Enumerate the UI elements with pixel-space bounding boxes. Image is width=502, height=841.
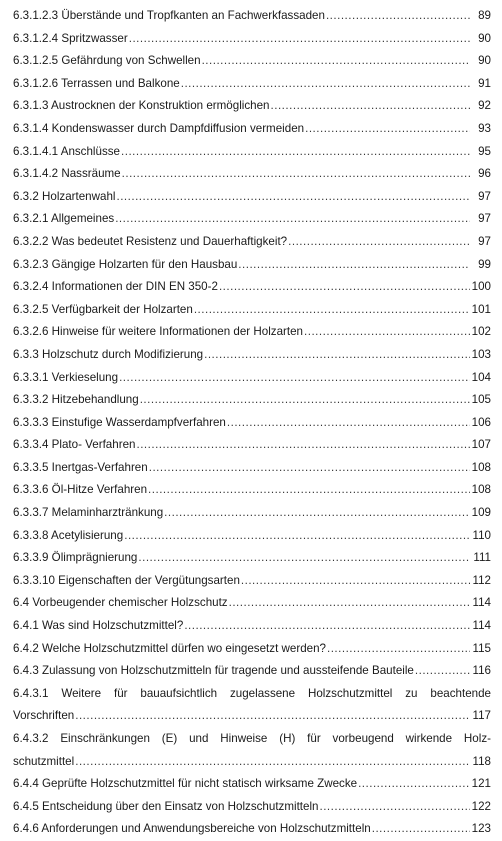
toc-entry-title: 6.3.1.2.5 Gefährdung von Schwellen (13, 54, 201, 68)
toc-entry[interactable] (13, 502, 491, 525)
toc-wrapped-entries (13, 683, 491, 773)
toc-entry-title: 6.3.3.10 Eigenschaften der Vergütungsarten (13, 573, 240, 587)
toc-page-number: 108 (471, 460, 491, 474)
toc-leader-dots (121, 141, 470, 164)
toc-entry[interactable] (13, 547, 491, 570)
toc-page-number: 99 (478, 257, 491, 271)
toc-entry-title: 6.3.2.2 Was bedeutet Resistenz und Dauerhaftigkeit? (13, 234, 288, 248)
toc-leader-dots (241, 570, 470, 593)
toc-leader-dots (181, 73, 470, 96)
toc-entry-title: 6.3.1.4.2 Nassräume (13, 167, 121, 181)
toc-entry-title: 6.3.2.5 Verfügbarkeit der Holzarten (13, 302, 193, 316)
toc-page-number: 106 (471, 415, 491, 429)
toc-entry[interactable] (13, 95, 491, 118)
toc-leader-dots (326, 5, 470, 28)
toc-leader-dots (358, 773, 470, 796)
toc-entry[interactable] (13, 660, 491, 683)
toc-entry-title: 6.3.1.2.4 Spritzwasser (13, 31, 128, 45)
toc-leader-dots (149, 457, 470, 480)
toc-leader-dots (136, 434, 470, 457)
toc-entry[interactable] (13, 50, 491, 73)
toc-page-number: 97 (478, 189, 491, 203)
toc-leader-dots (327, 638, 470, 661)
toc-entry-title: 6.3.3.1 Verkieselung (13, 370, 119, 384)
toc-leader-dots (238, 254, 470, 277)
toc-page-number: 116 (472, 664, 491, 678)
toc-page-number: 103 (471, 347, 491, 361)
toc-page-number: 108 (471, 483, 491, 497)
toc-page-number: 92 (478, 99, 491, 113)
toc-entry[interactable] (13, 570, 491, 593)
toc-page-number: 101 (471, 302, 491, 316)
toc-entry-title: 6.4.3 Zulassung von Holzschutzmitteln für tragende und aussteifende Bauteile (13, 664, 414, 678)
toc-page-number: 97 (478, 212, 491, 226)
toc-page-number: 111 (473, 551, 491, 565)
toc-leader-dots (229, 592, 470, 615)
toc-page-number: 114 (472, 619, 491, 633)
toc-entry[interactable] (13, 118, 491, 141)
toc-page-number: 114 (472, 596, 491, 610)
toc-entry-title-line2: schutzmittel (13, 754, 75, 768)
toc-leader-dots (202, 50, 470, 73)
toc-leader-dots (122, 163, 470, 186)
toc-page-number: 118 (472, 754, 491, 768)
toc-page-number: 122 (471, 799, 491, 813)
toc-entry-title: 6.3.3.4 Plato- Verfahren (13, 438, 136, 452)
toc-entry[interactable] (13, 773, 491, 796)
toc-page-number: 100 (471, 280, 491, 294)
toc-leader-dots (304, 321, 470, 344)
toc-entry-continuation (13, 751, 491, 774)
toc-leader-dots (148, 479, 470, 502)
toc-entry[interactable] (13, 525, 491, 548)
toc-entry[interactable] (13, 344, 491, 367)
toc-page-number: 112 (472, 573, 491, 587)
toc-entry[interactable] (13, 592, 491, 615)
toc-page-number: 117 (472, 709, 491, 723)
toc-page-number: 90 (478, 31, 491, 45)
toc-entry-title: 6.3.3.7 Melaminharztränkung (13, 506, 164, 520)
toc-entry[interactable] (13, 457, 491, 480)
toc-entry-title: 6.3.1.4 Kondenswasser durch Dampfdiffusion vermeiden (13, 121, 305, 135)
toc-entry-wrapped[interactable] (13, 683, 491, 728)
toc-page-number: 89 (478, 9, 491, 22)
toc-entry-title: 6.3.3.8 Acetylisierung (13, 528, 124, 542)
toc-entry[interactable] (13, 479, 491, 502)
toc-entry-title: 6.4.6 Anforderungen und Anwendungsbereiche von Holzschutzmitteln (13, 822, 371, 836)
toc-leader-dots (75, 705, 470, 728)
toc-page-number: 121 (471, 777, 491, 791)
table-of-contents (13, 5, 491, 841)
toc-entry-title: 6.3.2 Holzartenwahl (13, 189, 116, 203)
toc-leader-dots (129, 28, 470, 51)
toc-entry-title: 6.4.1 Was sind Holzschutzmittel? (13, 619, 184, 633)
toc-page-number: 96 (478, 167, 491, 181)
toc-page-number: 110 (472, 528, 491, 542)
toc-entry-title: 6.3.3.5 Inertgas-Verfahren (13, 460, 148, 474)
toc-entry-title: 6.3.1.2.6 Terrassen und Balkone (13, 76, 180, 90)
toc-page-number: 95 (478, 144, 491, 158)
toc-leader-dots (319, 796, 470, 819)
toc-leader-dots (140, 389, 470, 412)
toc-entry-title: 6.3.2.3 Gängige Holzarten für den Hausbau (13, 257, 238, 271)
toc-entry-continuation (13, 705, 491, 728)
toc-page-number: 93 (478, 121, 491, 135)
toc-leader-dots (415, 660, 470, 683)
toc-entry[interactable] (13, 163, 491, 186)
toc-entry-title-line2: Vorschriften (13, 709, 75, 723)
toc-entry-title: 6.4.4 Geprüfte Holzschutzmittel für nicht statisch wirksame Zwecke (13, 777, 358, 791)
toc-page-number: 102 (471, 325, 491, 339)
toc-entry[interactable] (13, 28, 491, 51)
toc-entry[interactable] (13, 796, 491, 819)
toc-page-number: 107 (471, 438, 491, 452)
toc-leader-dots (164, 502, 470, 525)
toc-leader-dots (119, 367, 470, 390)
toc-entry-title: 6.3.3.9 Ölimprägnierung (13, 551, 138, 565)
toc-entry[interactable] (13, 141, 491, 164)
toc-leader-dots (219, 276, 470, 299)
toc-entry-title: 6.3.2.4 Informationen der DIN EN 350-2 (13, 280, 218, 294)
toc-entry[interactable] (13, 818, 491, 841)
toc-entry[interactable] (13, 254, 491, 277)
toc-leader-dots (124, 525, 470, 548)
toc-leader-dots (305, 118, 470, 141)
toc-leader-dots (184, 615, 470, 638)
toc-leader-dots (271, 95, 470, 118)
toc-page-number: 91 (478, 76, 491, 90)
toc-page-number: 123 (471, 822, 491, 836)
toc-entry[interactable] (13, 321, 491, 344)
toc-entry-title-line1: 6.4.3.2 Einschränkungen (E) und Hinweise (H) für vorbeugend wirkende Holz- (13, 732, 491, 745)
toc-entry-title: 6.3.3.3 Einstufige Wasserdampfverfahren (13, 415, 226, 429)
toc-page-number: 90 (478, 54, 491, 68)
toc-entry[interactable] (13, 367, 491, 390)
toc-entry[interactable] (13, 299, 491, 322)
toc-entry-title: 6.3.2.6 Hinweise für weitere Informationen der Holzarten (13, 325, 303, 339)
toc-entry[interactable] (13, 434, 491, 457)
toc-entry[interactable] (13, 208, 491, 231)
toc-entry[interactable] (13, 412, 491, 435)
toc-page-number: 104 (471, 370, 491, 384)
toc-entry-title: 6.3.1.3 Austrocknen der Konstruktion ermöglichen (13, 99, 270, 113)
toc-entries (13, 5, 491, 683)
toc-tail-entries (13, 773, 491, 841)
toc-entry[interactable] (13, 615, 491, 638)
toc-entry-title: 6.3.1.4.1 Anschlüsse (13, 144, 120, 158)
toc-entry-wrapped[interactable] (13, 728, 491, 773)
toc-leader-dots (116, 186, 470, 209)
toc-leader-dots (204, 344, 470, 367)
toc-leader-dots (115, 208, 470, 231)
toc-entry-title: 6.4.5 Entscheidung über den Einsatz von Holzschutzmitteln (13, 799, 319, 813)
toc-entry[interactable] (13, 638, 491, 661)
toc-leader-dots (75, 751, 470, 774)
toc-entry-title: 6.3.1.2.3 Überstände und Tropfkanten an Fachwerkfassaden (13, 9, 325, 22)
toc-leader-dots (138, 547, 470, 570)
toc-entry-title: 6.3.3.2 Hitzebehandlung (13, 393, 139, 407)
toc-page-number: 105 (471, 393, 491, 407)
toc-entry[interactable] (13, 186, 491, 209)
toc-page-number: 109 (471, 506, 491, 520)
toc-entry-title: 6.3.3 Holzschutz durch Modifizierung (13, 347, 204, 361)
toc-entry[interactable] (13, 276, 491, 299)
toc-entry[interactable] (13, 389, 491, 412)
toc-entry-title: 6.3.2.1 Allgemeines (13, 212, 115, 226)
toc-leader-dots (372, 818, 470, 841)
toc-entry-title-line1: 6.4.3.1 Weitere für bauaufsichtlich zugelassene Holzschutzmittel zu beachtende (13, 686, 491, 700)
toc-entry[interactable] (13, 5, 491, 28)
toc-entry-title: 6.4.2 Welche Holzschutzmittel dürfen wo eingesetzt werden? (13, 641, 326, 655)
toc-leader-dots (288, 231, 470, 254)
toc-entry[interactable] (13, 73, 491, 96)
toc-page-number: 97 (478, 234, 491, 248)
toc-leader-dots (227, 412, 470, 435)
toc-entry-title: 6.3.3.6 Öl-Hitze Verfahren (13, 483, 148, 497)
toc-entry-title: 6.4 Vorbeugender chemischer Holzschutz (13, 596, 228, 610)
toc-leader-dots (194, 299, 470, 322)
toc-entry[interactable] (13, 231, 491, 254)
toc-page-number: 115 (472, 641, 491, 655)
